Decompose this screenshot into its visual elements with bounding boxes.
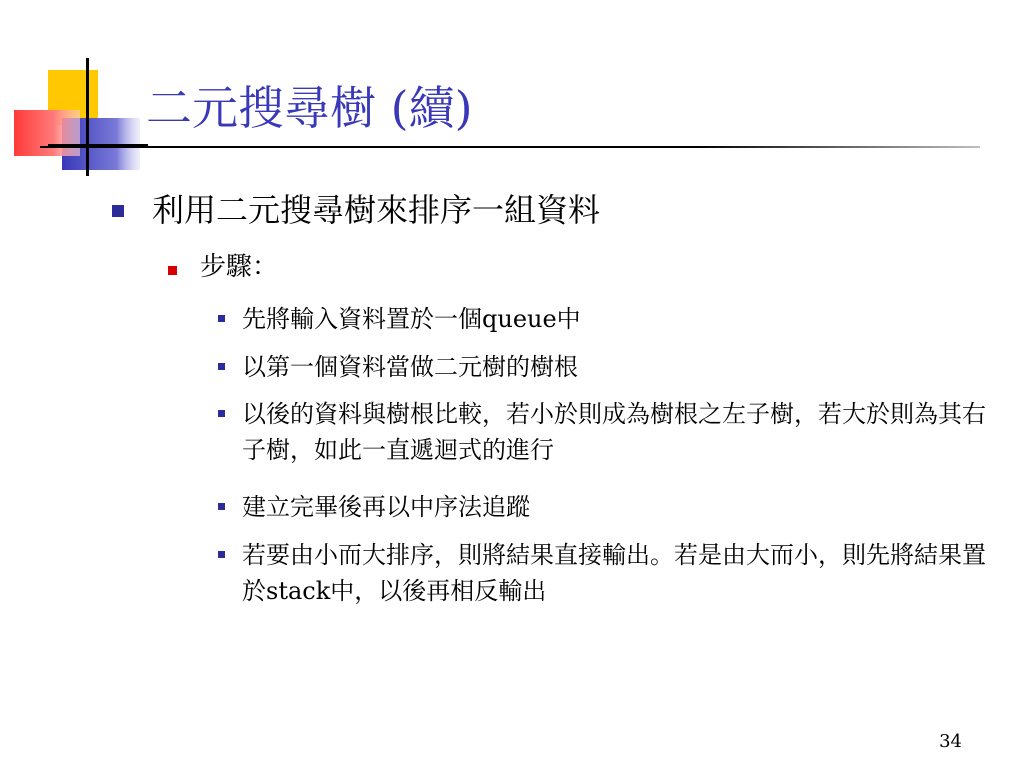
bullet-text: 步驟： [200, 252, 279, 282]
square-bullet-icon [218, 315, 225, 322]
square-bullet-icon [168, 266, 177, 275]
bullet-text: 利用二元搜尋樹來排序一組資料 [152, 191, 601, 229]
square-bullet-icon [112, 205, 124, 217]
square-bullet-icon [218, 551, 225, 558]
bullet-text: 先將輸入資料置於一個queue中 [242, 305, 581, 333]
square-bullet-icon [218, 363, 225, 370]
bullet-text: 以後的資料與樹根比較，若小於則成為樹根之左子樹，若大於則為其右子樹，如此一直遞迴式的進行 [242, 400, 986, 464]
bullet-text: 以第一個資料當做二元樹的樹根 [242, 353, 578, 381]
square-bullet-icon [218, 503, 225, 510]
square-bullet-icon [218, 410, 225, 417]
bullet-text: 建立完畢後再以中序法追蹤 [242, 493, 530, 521]
slide-title: 二元搜尋樹 (續) [146, 81, 473, 135]
bullet-text: 若要由小而大排序，則將結果直接輸出。若是由大而小，則先將結果置於stack中，以後再相反輸出 [242, 541, 986, 605]
page-number: 34 [939, 731, 962, 752]
